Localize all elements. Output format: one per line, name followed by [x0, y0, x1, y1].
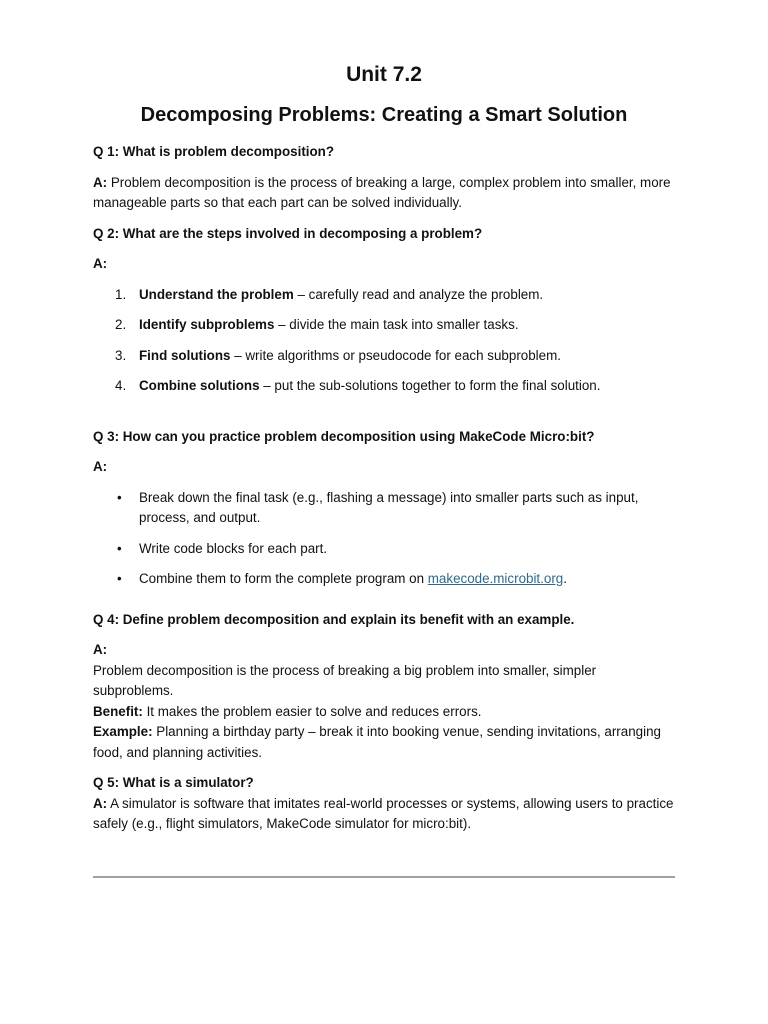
bullet-icon: • [117, 489, 122, 505]
step-term: Understand the problem [139, 286, 294, 302]
question-4: Q 4: Define problem decomposition and explain its benefit with an example. [93, 611, 575, 627]
steps-list [93, 285, 675, 397]
step-term: Identify subproblems [139, 317, 275, 332]
step-desc: – carefully read and analyze the problem. [293, 286, 544, 302]
question-2: Q 2: What are the steps involved in decomposing a problem? [93, 225, 483, 241]
step-term: Combine solutions [139, 378, 260, 393]
answer-1-text: Problem decomposition is the process of breaking a large, complex problem into smaller, more manageable parts so that each part can be solved individually. [93, 174, 671, 210]
step-desc: – write algorithms or pseudocode for each subproblem. [230, 347, 561, 363]
step-desc: – put the sub-solutions together to form the final solution. [259, 378, 601, 393]
list-item [93, 539, 675, 560]
list-item [93, 285, 675, 306]
practice-list [93, 488, 675, 590]
answer-4-definition: Problem decomposition is the process of breaking a big problem into smaller, simpler subproblems. [93, 662, 597, 698]
step-number: 4. [115, 378, 127, 393]
answer-4-example [93, 722, 675, 763]
list-item [93, 346, 675, 367]
list-item [93, 315, 675, 336]
question-1: Q 1: What is problem decomposition? [93, 144, 335, 159]
unit-title: Unit 7.2 [346, 63, 422, 86]
step-number: 1. [115, 286, 127, 302]
document-body [93, 142, 675, 835]
example-text: Planning a birthday party – break it into booking venue, sending invitations, arranging food, and planning activities. [93, 724, 661, 760]
step-desc: – divide the main task into smaller tasks. [274, 317, 519, 332]
example-label: Example: [93, 724, 153, 739]
bullet-text: Write code blocks for each part. [139, 540, 328, 556]
document-title: Decomposing Problems: Creating a Smart Solution [140, 104, 628, 126]
horizontal-divider [93, 876, 675, 878]
benefit-label: Benefit: [93, 703, 143, 719]
answer-5-label: A: [93, 795, 108, 811]
list-item [93, 569, 675, 590]
bullet-text: Break down the final task (e.g., flashing a message) into smaller parts such as input, process, and output. [139, 489, 639, 525]
question-5: Q 5: What is a simulator? [93, 775, 254, 790]
bullet-icon: • [117, 540, 122, 556]
answer-2-label: A: [93, 256, 108, 271]
bullet-text: Combine them to form the complete program on [139, 571, 428, 586]
list-item [93, 488, 675, 529]
answer-5-text: A simulator is software that imitates real-world processes or systems, allowing users to practice safely (e.g., flight simulators, MakeCode simulator for micro:bit). [93, 795, 674, 831]
answer-5 [93, 794, 675, 835]
question-3: Q 3: How can you practice problem decomposition using MakeCode Micro:bit? [93, 428, 595, 444]
step-term: Find solutions [139, 347, 231, 363]
makecode-link[interactable]: makecode.microbit.org [427, 571, 564, 586]
answer-3-label: A: [93, 459, 108, 474]
step-number: 2. [115, 317, 127, 332]
step-number: 3. [115, 347, 127, 363]
answer-4-benefit [93, 702, 675, 723]
answer-1 [93, 173, 675, 214]
answer-4-label: A: [93, 642, 108, 657]
bullet-icon: • [117, 571, 122, 586]
list-item [93, 376, 675, 397]
benefit-text: It makes the problem easier to solve and reduces errors. [142, 703, 482, 719]
answer-1-label: A: [93, 174, 108, 190]
bullet-text-suffix: . [563, 571, 567, 586]
